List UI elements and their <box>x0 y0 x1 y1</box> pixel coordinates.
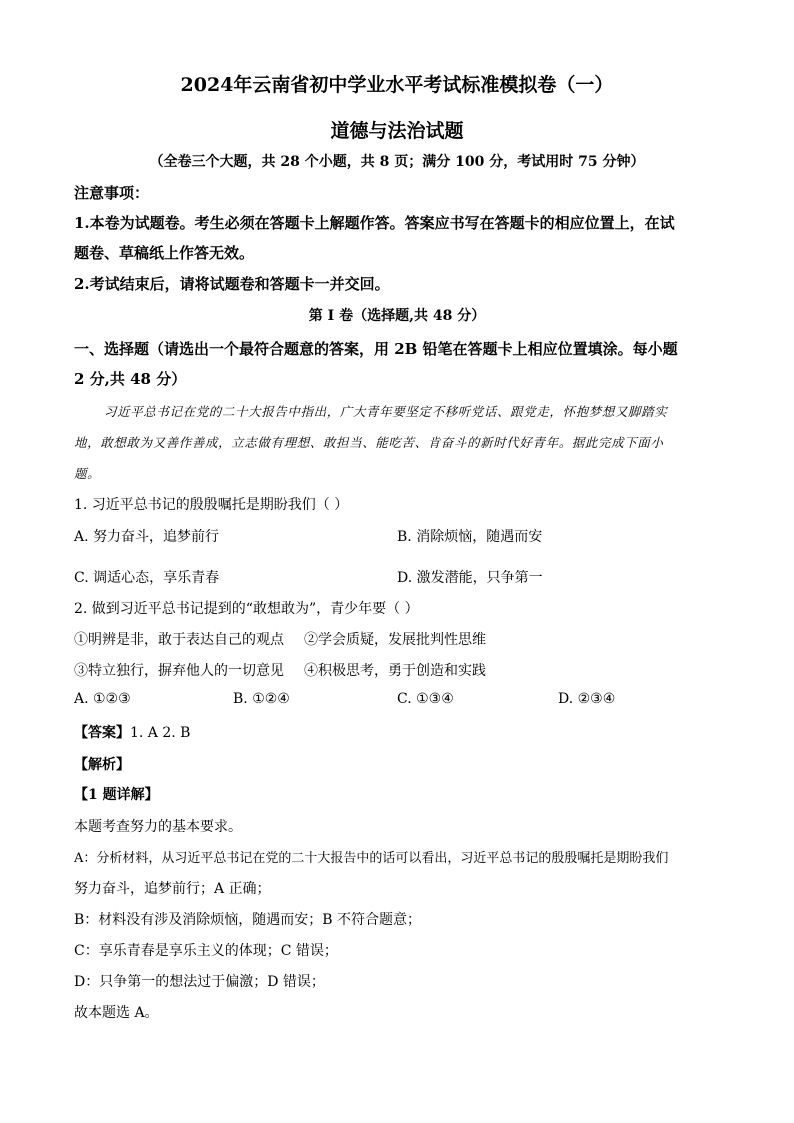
q2-option-a: A. ①②③ <box>74 691 131 707</box>
q2-option-c: C. ①③④ <box>397 691 454 707</box>
analysis-b: B：材料没有涉及消除烦恼，随遇而安；B 不符合题意； <box>74 912 422 928</box>
notice-item-1-line-2: 题卷、草稿纸上作答无效。 <box>74 244 255 262</box>
exam-info: （全卷三个大题，共 28 个小题，共 8 页；满分 100 分，考试用时 75 分钟） <box>149 154 645 170</box>
material-line-3: 题。 <box>74 466 101 481</box>
analysis-intro: 本题考查努力的基本要求。 <box>74 819 242 835</box>
answer-text: 1. A 2. B <box>130 725 191 741</box>
q2-statement-3: ③特立独行，摒弃他人的一切意见 <box>74 663 284 679</box>
q2-statement-2: ②学会质疑，发展批判性思维 <box>304 632 486 648</box>
answer-line <box>74 722 190 742</box>
analysis-d: D：只争第一的想法过于偏激；D 错误； <box>74 974 325 990</box>
exam-subtitle: 道德与法治试题 <box>330 120 464 142</box>
analysis-conclusion: 故本题选 A。 <box>74 1005 159 1021</box>
detail-tag: 【1 题详解】 <box>74 787 159 803</box>
analysis-tag: 【解析】 <box>74 757 130 773</box>
notice-item-1-line-1: 1.本卷为试题卷。考生必须在答题卡上解题作答。答案应书写在答题卡的相应位置上，在试 <box>74 214 675 232</box>
q2-option-b: B. ①②④ <box>233 691 290 707</box>
part1-heading: 第 I 卷（选择题,共 48 分） <box>308 308 486 324</box>
section-heading-line-2: 2 分,共 48 分） <box>74 370 187 388</box>
q2-option-d: D. ②③④ <box>558 691 616 707</box>
analysis-a-line-2: 努力奋斗，追梦前行；A 正确； <box>74 881 271 897</box>
q2-statement-1: ①明辨是非，敢于表达自己的观点 <box>74 632 284 648</box>
q1-option-a: A. 努力奋斗，追梦前行 <box>74 529 220 545</box>
analysis-c: C：享乐青春是享乐主义的体现；C 错误； <box>74 943 338 959</box>
q2-statement-4: ④积极思考，勇于创造和实践 <box>304 663 486 679</box>
q2-stem: 2. 做到习近平总书记提到的“敢想敢为”，青少年要（ ） <box>74 601 419 617</box>
material-line-2: 地，敢想敢为又善作善成，立志做有理想、敢担当、能吃苦、肯奋斗的新时代好青年。据此完成下面小 <box>74 435 664 450</box>
section-heading-line-1: 一、选择题（请选出一个最符合题意的答案，用 2B 铅笔在答题卡上相应位置填涂。每小题 <box>74 340 678 358</box>
q1-option-d: D. 激发潜能，只争第一 <box>397 570 543 586</box>
notice-heading: 注意事项： <box>74 184 150 202</box>
q1-option-b: B. 消除烦恼，随遇而安 <box>397 529 543 545</box>
answer-tag: 【答案】 <box>74 725 130 741</box>
exam-title: 2024年云南省初中学业水平考试标准模拟卷（一） <box>180 74 614 96</box>
q1-option-c: C. 调适心态，享乐青春 <box>74 570 220 586</box>
analysis-a-line-1: A：分析材料，从习近平总书记在党的二十大报告中的话可以看出，习近平总书记的殷殷嘱托是期盼我们 <box>74 851 669 866</box>
material-line-1: 习近平总书记在党的二十大报告中指出，广大青年要坚定不移听党话、跟党走，怀抱梦想又脚踏实 <box>104 404 668 419</box>
q1-stem: 1. 习近平总书记的殷殷嘱托是期盼我们（ ） <box>74 497 349 513</box>
notice-item-2: 2.考试结束后，请将试题卷和答题卡一并交回。 <box>74 275 390 293</box>
